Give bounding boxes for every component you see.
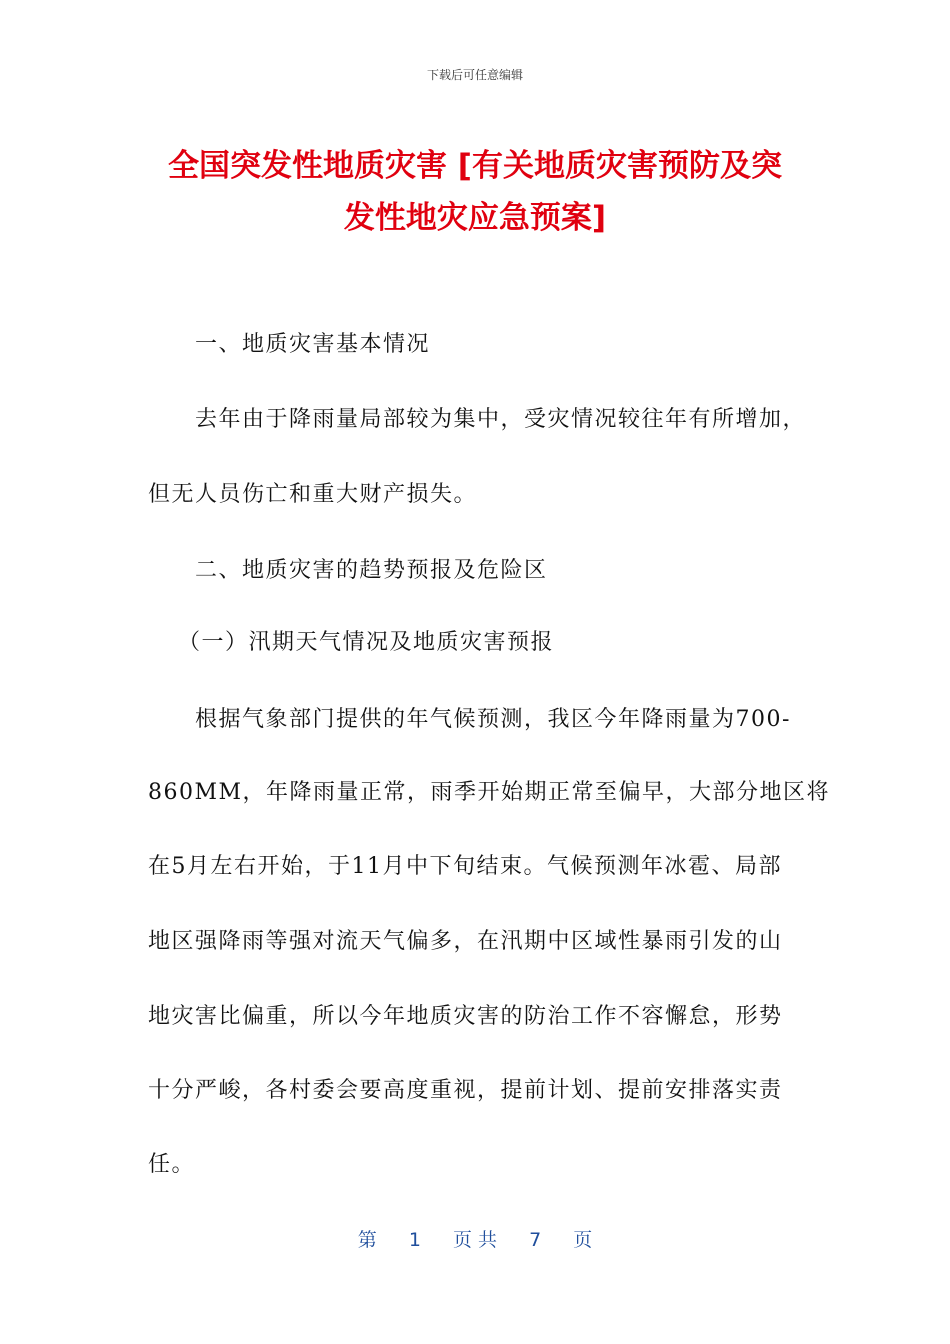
paragraph-line: 根据气象部门提供的年气候预测，我区今年降雨量为700- xyxy=(195,707,791,732)
paragraph-line: 地灾害比偏重，所以今年地质灾害的防治工作不容懈怠，形势 xyxy=(148,1004,783,1029)
document-title-line-2: 发性地灾应急预案] xyxy=(343,200,607,236)
footer-total-label: 页 共 xyxy=(452,1229,498,1251)
footer-total-pages: 7 xyxy=(529,1229,542,1251)
footer-current-page: 1 xyxy=(408,1229,421,1251)
document-title-line-1: 全国突发性地质灾害 [有关地质灾害预防及突 xyxy=(168,148,782,184)
section-heading-1: 一、地质灾害基本情况 xyxy=(195,332,431,357)
document-title xyxy=(130,140,820,244)
paragraph-line: 860MM，年降雨量正常，雨季开始期正常至偏早，大部分地区将 xyxy=(148,780,831,805)
paragraph-line: 十分严峻，各村委会要高度重视，提前计划、提前安排落实责 xyxy=(148,1078,783,1103)
footer-page-label: 第 xyxy=(357,1229,377,1251)
paragraph-line: 地区强降雨等强对流天气偏多，在汛期中区域性暴雨引发的山 xyxy=(148,929,783,954)
paragraph-line: 任。 xyxy=(148,1152,196,1177)
paragraph-line: 去年由于降雨量局部较为集中，受灾情况较往年有所增加， xyxy=(195,407,807,432)
footer-end-label: 页 xyxy=(573,1229,593,1251)
subsection-heading: （一）汛期天气情况及地质灾害预报 xyxy=(178,630,555,655)
page-footer xyxy=(0,1225,950,1252)
section-heading-2: 二、地质灾害的趋势预报及危险区 xyxy=(195,558,548,583)
paragraph-line: 在5月左右开始，于11月中下旬结束。气候预测年冰雹、局部 xyxy=(148,854,782,879)
header-note: 下载后可任意编辑 xyxy=(426,68,523,82)
paragraph-line: 但无人员伤亡和重大财产损失。 xyxy=(148,482,478,507)
